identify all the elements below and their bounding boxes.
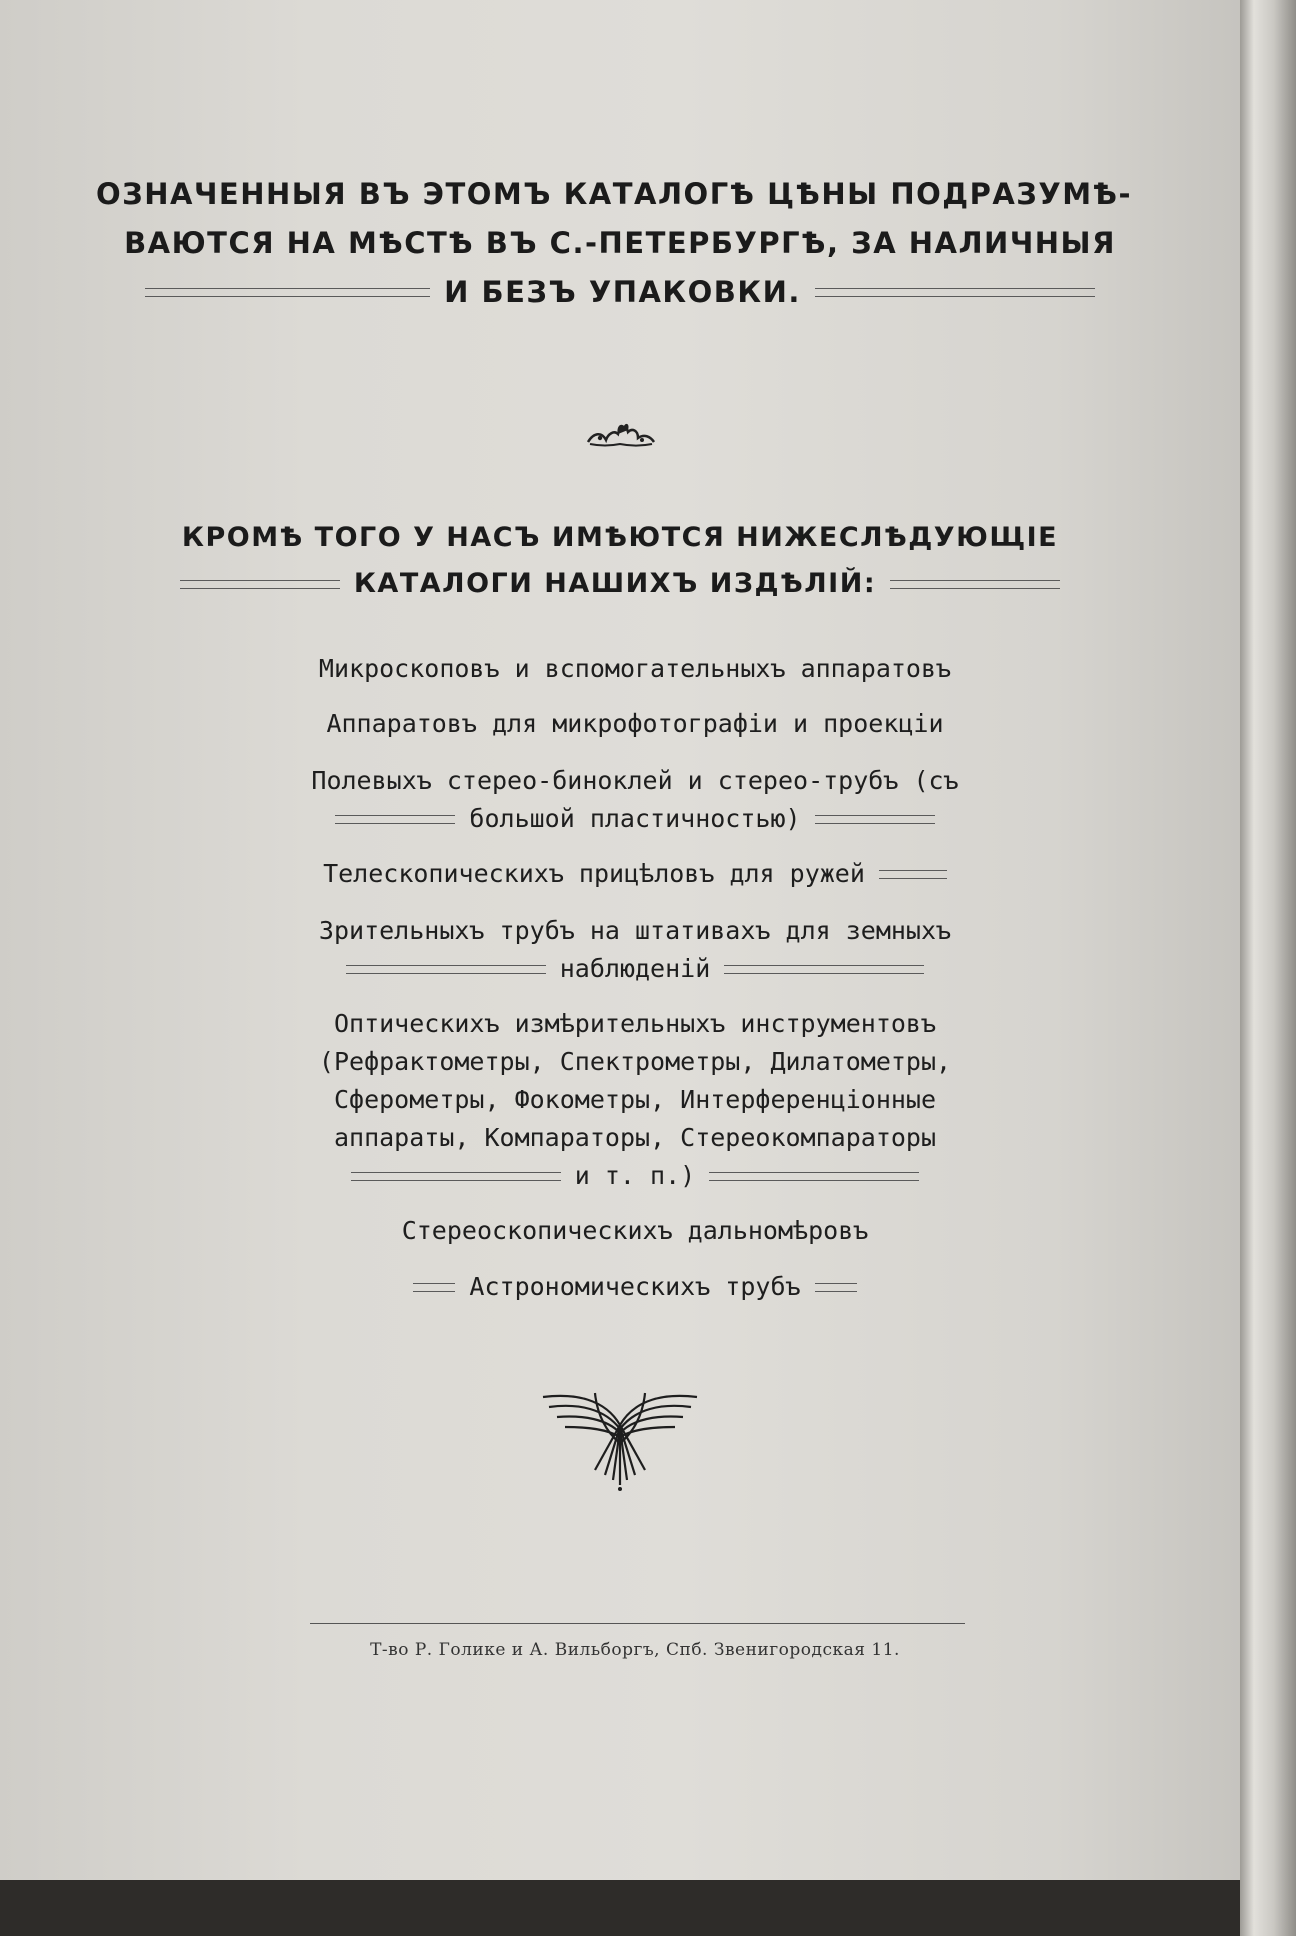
double-rule-left — [346, 965, 546, 974]
catalog-spotting-scopes-line-2: наблюденiй — [559, 954, 711, 983]
double-rule-right — [815, 1283, 857, 1292]
double-rule-left — [180, 580, 340, 589]
catalog-optical-instruments-line-4: аппараты, Компараторы, Стереокомпараторы — [333, 1123, 937, 1152]
list-item — [310, 705, 960, 743]
catalog-field-binoculars-line-2: большой пластичностью) — [469, 804, 801, 833]
list-item — [310, 912, 960, 988]
catalog-field-binoculars-line-1: Полевыхъ стерео-биноклей и стерео-трубъ (съ — [311, 766, 959, 795]
fan-ornament-icon — [535, 1385, 705, 1495]
list-item — [310, 855, 960, 893]
double-rule-right — [890, 580, 1060, 589]
fan-ornament — [0, 1385, 1240, 1499]
catalog-astronomical-telescopes: Астрономическихъ трубъ — [469, 1272, 801, 1301]
printer-imprint: Т-во Р. Голике и А. Вильборгъ, Спб. Звенигородская 11. — [370, 1640, 900, 1660]
list-item — [310, 1268, 960, 1306]
list-item — [310, 762, 960, 838]
catalog-optical-instruments-line-3: Сферометры, Фокометры, Интерференцiонные — [333, 1085, 937, 1114]
list-item — [310, 1005, 960, 1195]
double-rule-left — [413, 1283, 455, 1292]
double-rule-left — [351, 1172, 561, 1181]
double-rule-right — [815, 815, 935, 824]
catalog-spotting-scopes-line-1: Зрительныхъ трубъ на штативахъ для земныхъ — [318, 916, 952, 945]
double-rule-left — [335, 815, 455, 824]
imprint-rule — [310, 1623, 965, 1624]
floral-ornament-icon — [580, 414, 660, 450]
catalogs-heading-line-2-row — [0, 561, 1240, 607]
list-item — [310, 1212, 960, 1250]
double-rule-left — [145, 288, 430, 297]
catalog-optical-instruments-line-5: и т. п.) — [574, 1161, 696, 1190]
page-bottom-shadow — [0, 1880, 1240, 1936]
catalog-microscopes: Микроскоповъ и вспомогательныхъ аппаратовъ — [318, 654, 952, 683]
price-notice — [0, 170, 1240, 317]
notice-line-3-row — [0, 268, 1240, 317]
catalog-rifle-scopes: Телескопическихъ прицѣловъ для ружей — [323, 859, 865, 888]
double-rule-right — [815, 288, 1095, 297]
floral-ornament — [0, 414, 1240, 454]
double-rule-right — [879, 870, 947, 879]
catalogs-heading-line-1: КРОМѢ ТОГО У НАСЪ ИМѢЮТСЯ НИЖЕСЛѢДУЮЩIЕ — [181, 522, 1059, 553]
catalogs-heading — [0, 515, 1240, 607]
double-rule-right — [709, 1172, 919, 1181]
catalog-microphoto: Аппаратовъ для микрофотографiи и проекцiи — [326, 709, 944, 738]
list-item — [310, 650, 960, 688]
double-rule-right — [724, 965, 924, 974]
notice-line-3: И БЕЗЪ УПАКОВКИ. — [444, 275, 801, 309]
catalog-optical-instruments-line-2: (Рефрактометры, Спектрометры, Дилатометры, — [318, 1047, 952, 1076]
catalog-optical-instruments-line-1: Оптическихъ измѣрительныхъ инструментовъ — [333, 1009, 937, 1038]
notice-line-1: ОЗНАЧЕННЫЯ ВЪ ЭТОМЪ КАТАЛОГѢ ЦѢНЫ ПОДРАЗУМѢ- — [95, 177, 1132, 211]
catalog-rangefinders: Стереоскопическихъ дальномѣровъ — [401, 1216, 869, 1245]
book-spine-edge — [1240, 0, 1296, 1936]
catalogs-heading-line-2: КАТАЛОГИ НАШИХЪ ИЗДѢЛIЙ: — [353, 568, 877, 599]
notice-line-2: ВАЮТСЯ НА МѢСТѢ ВЪ С.-ПЕТЕРБУРГѢ, ЗА НАЛИЧНЫЯ — [124, 226, 1116, 260]
